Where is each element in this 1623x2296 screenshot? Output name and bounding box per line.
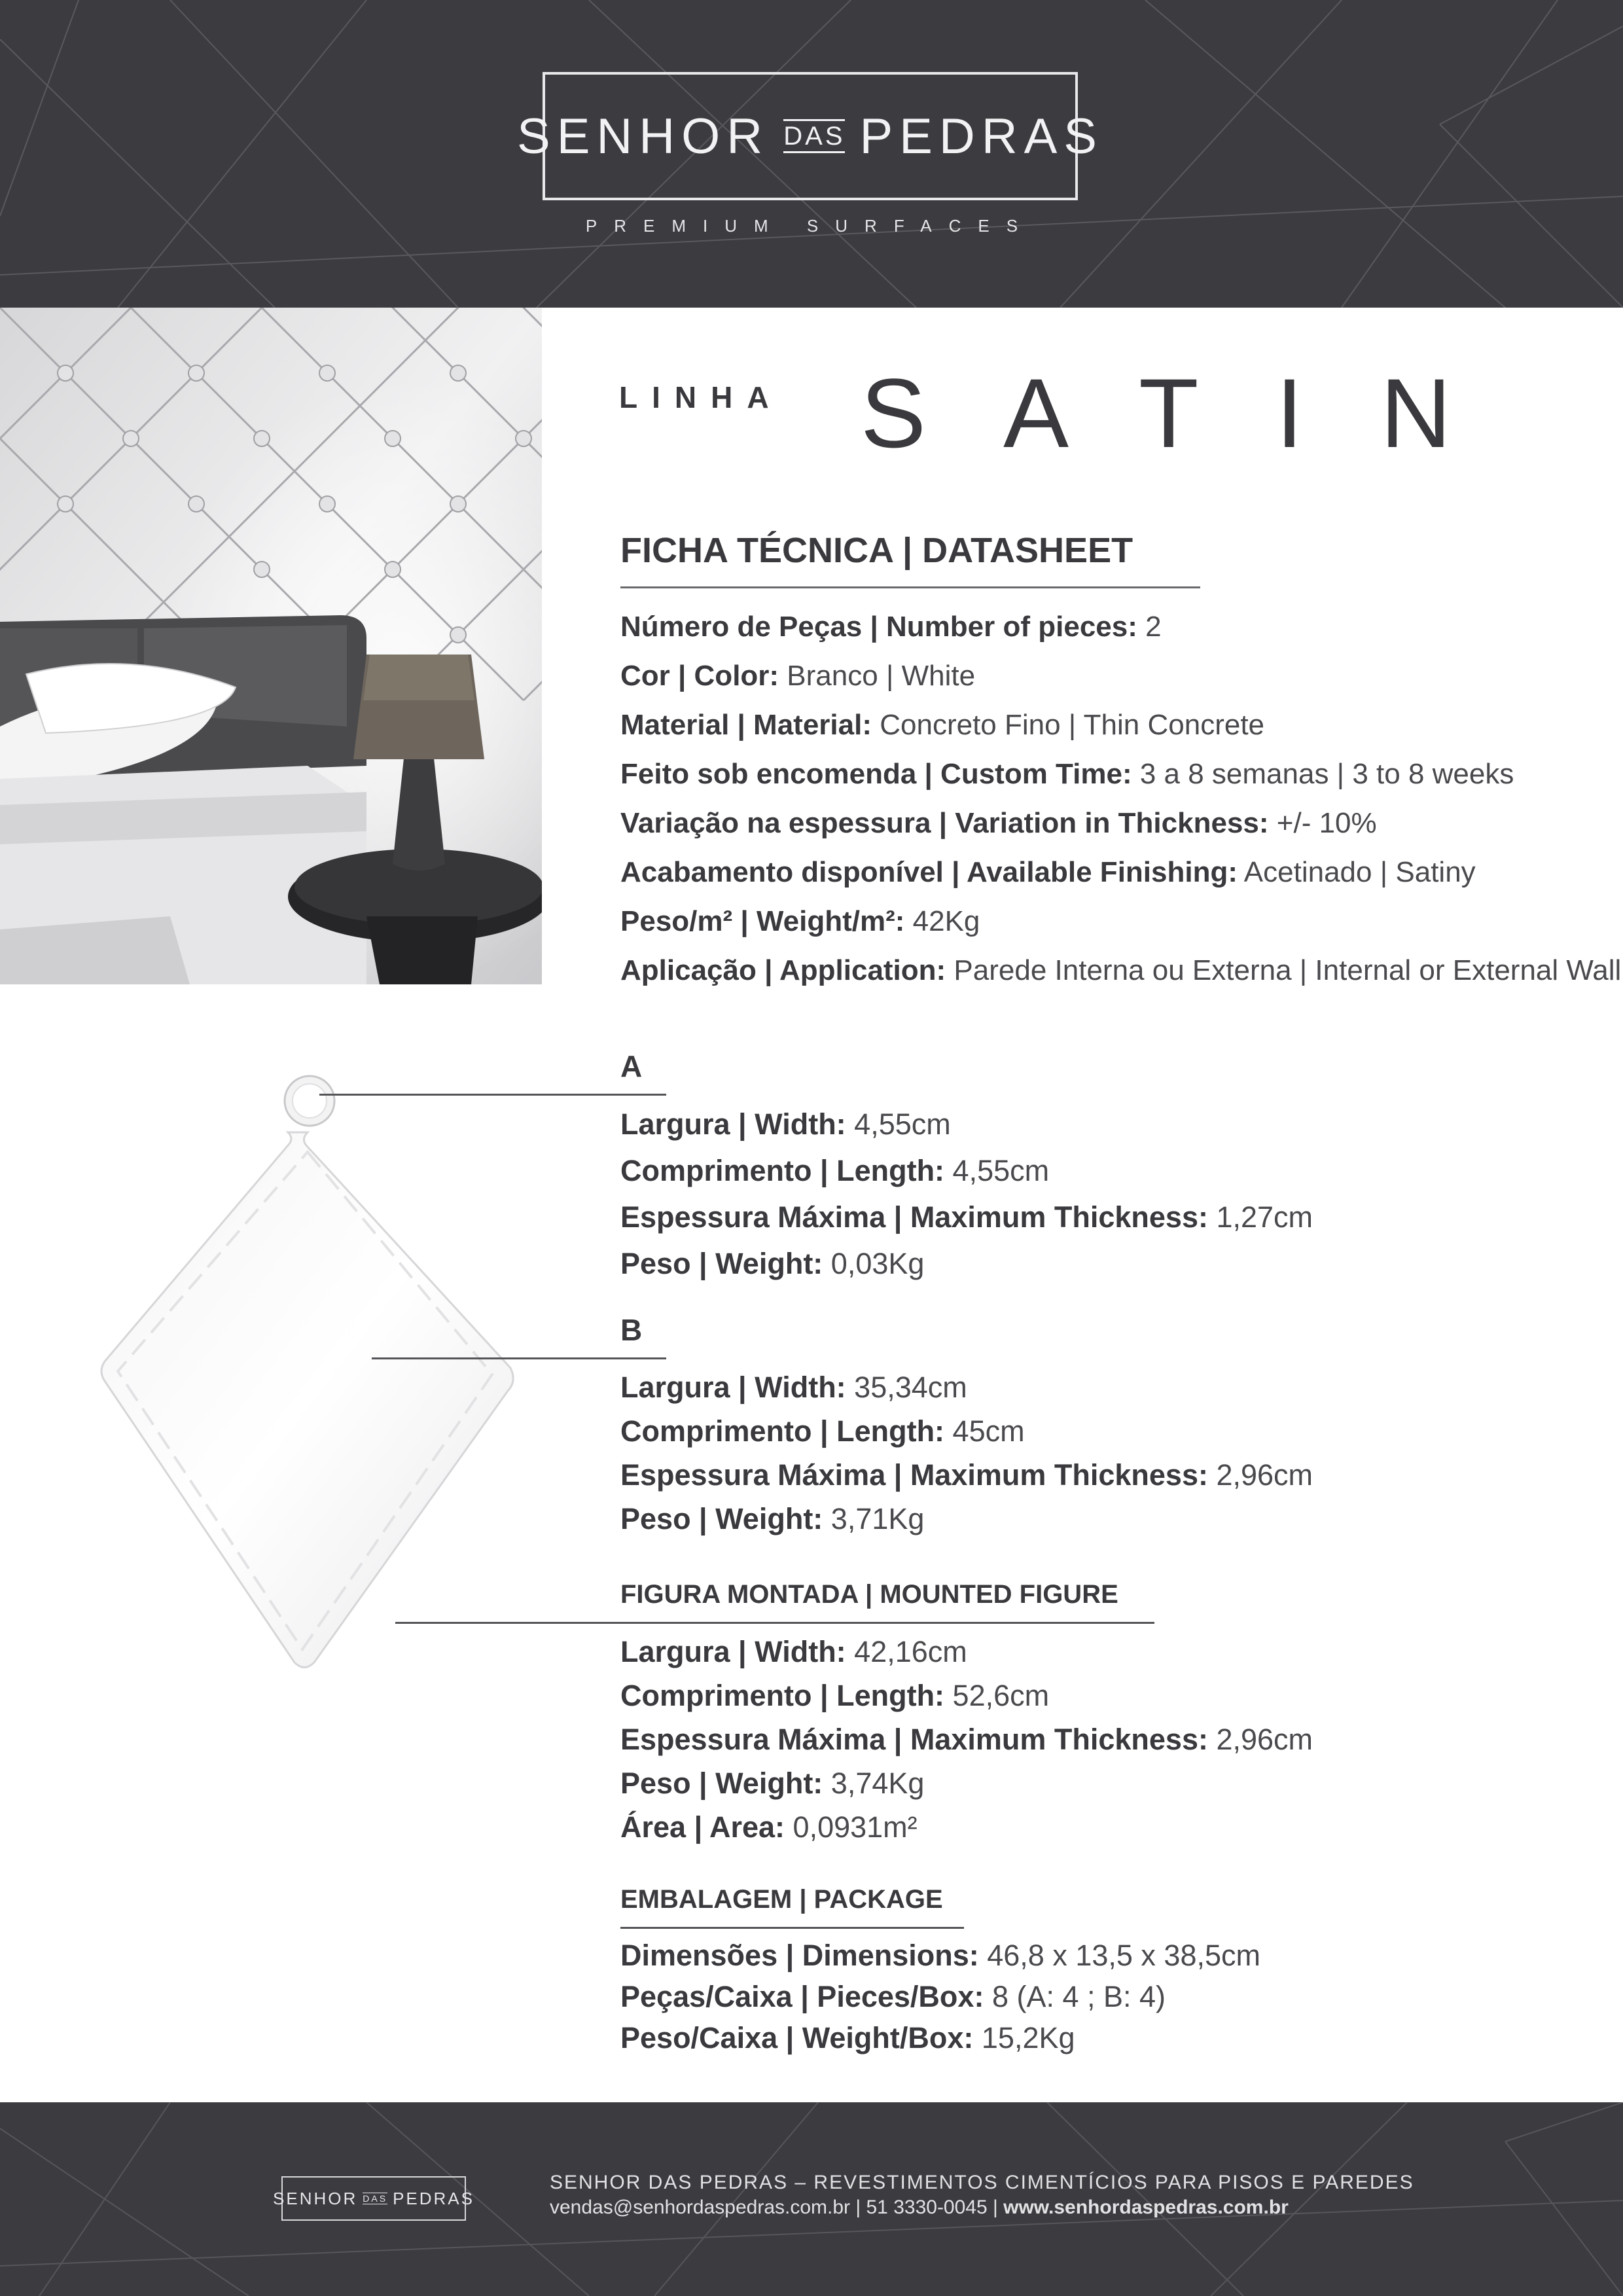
dim-label: Comprimento | Length: [620, 1679, 945, 1712]
spec-value: Acetinado | Satiny [1238, 856, 1476, 888]
dim-label: Espessura Máxima | Maximum Thickness: [620, 1458, 1208, 1492]
spec-value: 2 [1137, 611, 1162, 643]
mounted-figure-heading: FIGURA MONTADA | MOUNTED FIGURE [620, 1580, 1118, 1609]
spec-row-material [620, 700, 1621, 749]
spec-label: Feito sob encomenda | Custom Time: [620, 758, 1132, 790]
logo-word-senhor: SENHOR [517, 108, 770, 164]
spec-label: Cor | Color: [620, 660, 779, 692]
logo-word-das: DAS [783, 119, 845, 153]
spec-row-custom-time [620, 749, 1621, 798]
spec-row-application [620, 946, 1621, 995]
dim-row-weight [620, 1240, 1313, 1287]
header-band [0, 0, 1623, 308]
dim-row-length [620, 1409, 1313, 1453]
footer-logo-word-senhor: SENHOR [273, 2188, 358, 2208]
footer-company-line: SENHOR DAS PEDRAS – REVESTIMENTOS CIMENTÍCIOS PARA PISOS E PAREDES [550, 2172, 1414, 2193]
spec-label: Acabamento disponível | Available Finishing: [620, 856, 1238, 888]
dim-value: 0,03Kg [823, 1247, 925, 1280]
dim-value: 0,0931m² [785, 1810, 918, 1844]
dim-label: Largura | Width: [620, 1107, 846, 1141]
product-line-label: LINHA [619, 380, 783, 414]
brand-tagline: PREMIUM SURFACES [585, 216, 1035, 236]
spec-value: 3 a 8 semanas | 3 to 8 weeks [1132, 758, 1514, 790]
piece-b-dimensions [620, 1365, 1313, 1541]
dim-row-pieces-per-box [620, 1976, 1260, 2017]
dim-value: 15,2Kg [973, 2021, 1075, 2054]
dim-value: 45cm [944, 1414, 1025, 1448]
spec-label: Aplicação | Application: [620, 954, 946, 986]
dim-value: 52,6cm [944, 1679, 1050, 1712]
dim-row-thickness [620, 1717, 1313, 1761]
piece-a-heading: A [620, 1049, 643, 1083]
product-name-title: SATIN [861, 358, 1529, 468]
mounted-figure-dimensions [620, 1630, 1313, 1849]
piece-b-heading: B [620, 1313, 643, 1347]
footer-logo-word-das: DAS [363, 2193, 388, 2204]
dim-row-width [620, 1365, 1313, 1409]
brand-logo[interactable] [517, 72, 1103, 200]
footer-contact-line [550, 2197, 1289, 2219]
spec-row-color [620, 651, 1621, 700]
package-heading: EMBALAGEM | PACKAGE [620, 1885, 943, 1914]
dim-value: 2,96cm [1207, 1458, 1313, 1492]
dim-label: Largura | Width: [620, 1635, 846, 1668]
dim-row-package-dimensions [620, 1935, 1260, 1976]
dim-label: Espessura Máxima | Maximum Thickness: [620, 1723, 1208, 1756]
dim-label: Peso/Caixa | Weight/Box: [620, 2021, 974, 2054]
spec-row-pieces [620, 602, 1621, 651]
dim-row-length [620, 1674, 1313, 1717]
package-underline [620, 1927, 964, 1929]
spec-label: Material | Material: [620, 709, 872, 741]
package-dimensions [620, 1935, 1260, 2058]
dim-value: 4,55cm [846, 1107, 951, 1141]
dim-label: Peso | Weight: [620, 1767, 823, 1800]
dim-row-width [620, 1101, 1313, 1147]
footer-brand-logo[interactable] [273, 2176, 474, 2221]
dim-value: 35,34cm [846, 1371, 967, 1404]
spec-row-weight-per-m2 [620, 897, 1621, 946]
piece-a-leader-line [319, 1094, 666, 1096]
dim-label: Comprimento | Length: [620, 1414, 945, 1448]
footer-band [0, 2102, 1623, 2296]
spec-label: Número de Peças | Number of pieces: [620, 611, 1137, 643]
mounted-figure-leader-line [395, 1622, 1154, 1624]
logo-word-pedras: PEDRAS [859, 108, 1103, 164]
spec-value: Parede Interna ou Externa | Internal or External Wall [946, 954, 1622, 986]
product-room-photo [0, 308, 542, 984]
footer-contact[interactable]: vendas@senhordaspedras.com.br | 51 3330-0045 | [550, 2197, 1004, 2218]
dim-value: 42,16cm [846, 1635, 967, 1668]
dim-value: 8 (A: 4 ; B: 4) [984, 1980, 1166, 2013]
dim-value: 4,55cm [944, 1154, 1050, 1187]
piece-a-dimensions [620, 1101, 1313, 1287]
dim-row-weight [620, 1761, 1313, 1805]
spec-value: +/- 10% [1268, 807, 1377, 839]
dim-row-area [620, 1805, 1313, 1849]
footer-logo-word-pedras: PEDRAS [393, 2188, 474, 2208]
spec-label: Variação na espessura | Variation in Thickness: [620, 807, 1269, 839]
spec-row-finishing [620, 848, 1621, 897]
dim-row-weight-per-box [620, 2017, 1260, 2058]
dim-row-thickness [620, 1194, 1313, 1240]
datasheet-divider [620, 586, 1200, 588]
spec-value: Concreto Fino | Thin Concrete [872, 709, 1265, 741]
dim-label: Espessura Máxima | Maximum Thickness: [620, 1200, 1208, 1234]
datasheet-spec-list [620, 602, 1621, 995]
spec-value: 42Kg [904, 905, 980, 937]
dim-label: Peso | Weight: [620, 1502, 823, 1535]
footer-website-link[interactable]: www.senhordaspedras.com.br [1003, 2197, 1289, 2218]
dim-label: Dimensões | Dimensions: [620, 1939, 979, 1972]
dim-label: Comprimento | Length: [620, 1154, 945, 1187]
dim-value: 3,74Kg [823, 1767, 925, 1800]
dim-value: 2,96cm [1207, 1723, 1313, 1756]
dim-value: 1,27cm [1207, 1200, 1313, 1234]
dim-row-length [620, 1147, 1313, 1194]
dim-label: Largura | Width: [620, 1371, 846, 1404]
dim-value: 46,8 x 13,5 x 38,5cm [978, 1939, 1260, 1972]
spec-row-thickness-variation [620, 798, 1621, 848]
piece-diagram [92, 1067, 550, 1695]
dim-row-weight [620, 1497, 1313, 1541]
dim-value: 3,71Kg [823, 1502, 925, 1535]
datasheet-title: FICHA TÉCNICA | DATASHEET [620, 531, 1133, 570]
dim-label: Área | Area: [620, 1810, 785, 1844]
piece-b-leader-line [372, 1357, 666, 1359]
spec-label: Peso/m² | Weight/m²: [620, 905, 905, 937]
dim-row-thickness [620, 1453, 1313, 1497]
spec-value: Branco | White [779, 660, 976, 692]
dim-label: Peso | Weight: [620, 1247, 823, 1280]
dim-row-width [620, 1630, 1313, 1674]
dim-label: Peças/Caixa | Pieces/Box: [620, 1980, 984, 2013]
